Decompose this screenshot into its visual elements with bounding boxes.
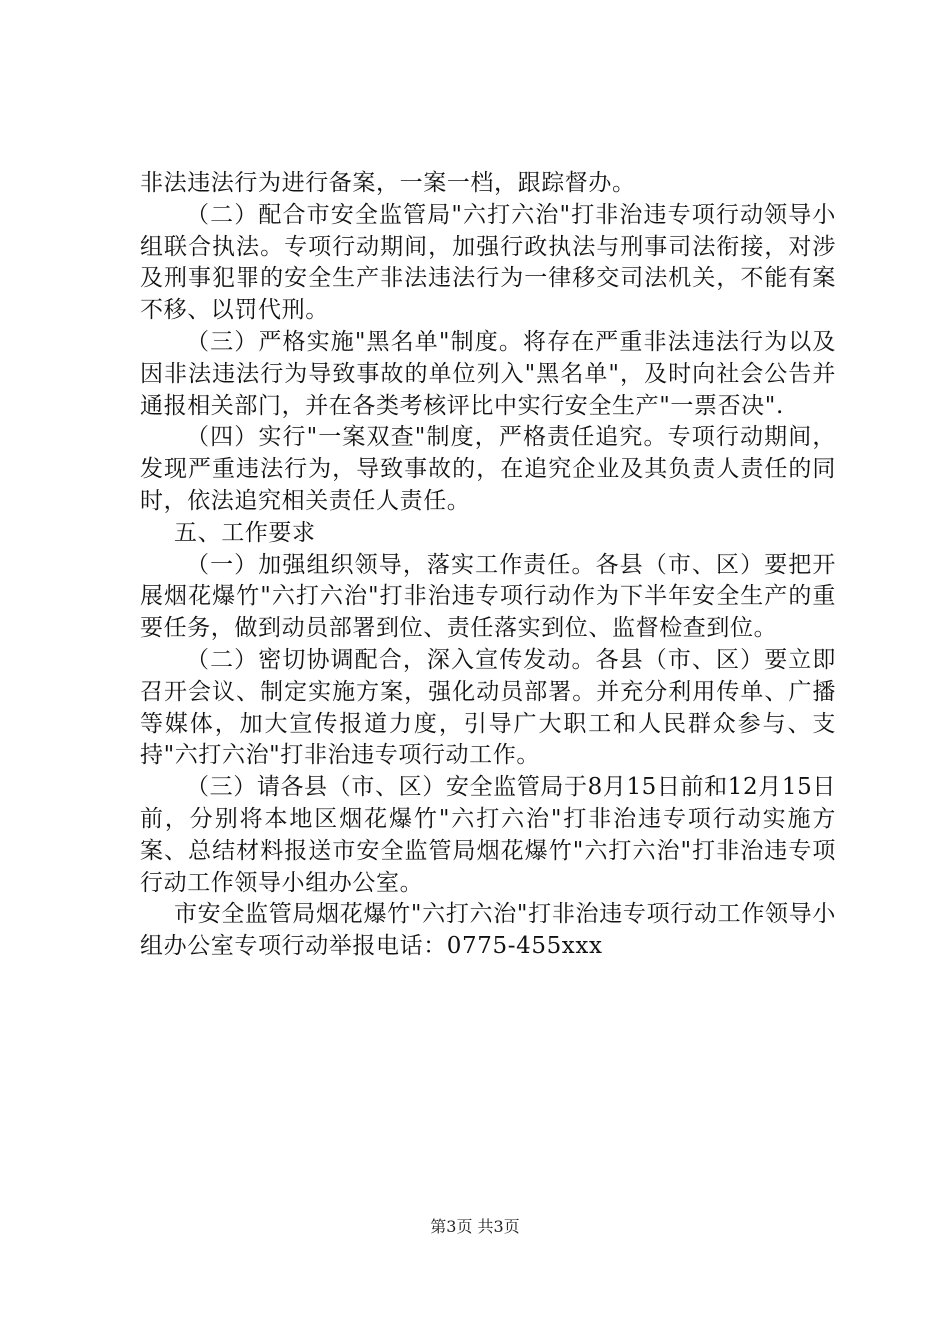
paragraph-5: （一）加强组织领导，落实工作责任。各县（市、区）要把开展烟花爆竹"六打六治"打非治违专项行动作为下半年安全生产的重要任务，做到动员部署到位、责任落实到位、监督检查到位。 [140, 551, 836, 642]
contact-paragraph: 市安全监管局烟花爆竹"六打六治"打非治违专项行动工作领导小组办公室专项行动举报电话：0775-455xxx [140, 901, 836, 960]
paragraph-4: （四）实行"一案双查"制度，严格责任追究。专项行动期间，发现严重违法行为，导致事故的，在追究企业及其负责人责任的同时，依法追究相关责任人责任。 [140, 424, 836, 514]
section-heading: 五、工作要求 [174, 519, 316, 546]
document-body [140, 168, 836, 963]
paragraph-1: 非法违法行为进行备案，一案一档，跟踪督办。 [140, 170, 636, 196]
paragraph-3: （三）严格实施"黑名单"制度。将存在严重非法违法行为以及因非法违法行为导致事故的单位列入"黑名单"，及时向社会公告并通报相关部门，并在各类考核评比中实行安全生产"一票否决". [140, 328, 836, 419]
paragraph-2: （二）配合市安全监管局"六打六治"打非治违专项行动领导小组联合执法。专项行动期间，加强行政执法与刑事司法衔接，对涉及刑事犯罪的安全生产非法违法行为一律移交司法机关，不能有案不移、以罚代刑。 [140, 201, 836, 324]
paragraph-6: （二）密切协调配合，深入宣传发动。各县（市、区）要立即召开会议、制定实施方案，强化动员部署。并充分利用传单、广播等媒体，加大宣传报道力度，引导广大职工和人民群众参与、支持"六打六治"打非治违专项行动工作。 [140, 646, 836, 769]
paragraph-7: （三）请各县（市、区）安全监管局于8月15日前和12月15日前，分别将本地区烟花爆竹"六打六治"打非治违专项行动实施方案、总结材料报送市安全监管局烟花爆竹"六打六治"打非治违专项行动工作领导小组办公室。 [140, 774, 836, 896]
page-footer: 第3页 共3页 [430, 1217, 520, 1236]
